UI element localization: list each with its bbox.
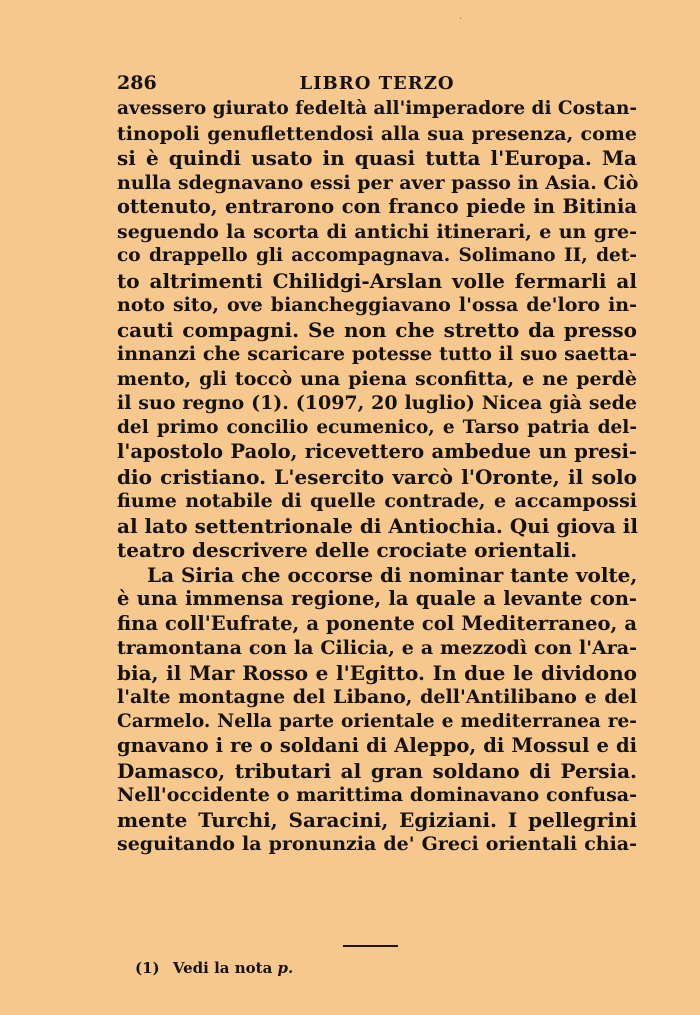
text-line: del primo concilio ecumenico, e Tarso patria del- <box>117 416 637 438</box>
footnote <box>135 958 293 978</box>
text-line: è una immensa regione, la quale a levante con- <box>117 587 637 610</box>
text-line: l'alte montagne del Libano, dell'Antilibano e del <box>117 686 637 708</box>
footnote-text: Vedi la nota <box>172 959 273 977</box>
text-line: Carmelo. Nella parte orientale e mediterranea re- <box>117 710 637 732</box>
text-line: mento, gli toccò una piena sconfitta, e ne perdè <box>117 367 637 390</box>
running-head: LIBRO TERZO <box>299 73 455 94</box>
text-line: cauti compagni. Se non che stretto da presso <box>117 317 637 342</box>
text-line: co drappello gli accompagnava. Solimano II, det- <box>117 245 637 266</box>
text-line: al lato settentrionale di Antiochia. Qui giova il <box>117 513 639 538</box>
text-line: nulla sdegnavano essi per aver passo in Asia. Ciò <box>117 171 639 194</box>
body-text <box>117 97 637 857</box>
text-line: l'apostolo Paolo, ricevettero ambedue un presi- <box>117 440 637 463</box>
footnote-marker: (1) <box>135 959 160 977</box>
text-line: Nell'occidente o marittima dominavano confusa- <box>117 784 637 806</box>
text-line: bia, il Mar Rosso e l'Egitto. In due le dividono <box>117 660 637 685</box>
text-line: noto sito, ove biancheggiavano l'ossa de'loro in- <box>117 294 637 316</box>
text-line: si è quindi usato in quasi tutta l'Europa. Ma <box>117 146 637 170</box>
footnote-rule <box>343 945 398 947</box>
text-line: fina coll'Eufrate, a ponente col Mediterraneo, a <box>117 611 637 635</box>
text-line: seguitando la pronunzia de' Greci orientali chia- <box>117 833 637 855</box>
text-line: ottenuto, entrarono con franco piede in Bitinia <box>117 195 637 218</box>
text-line-paragraph-start: La Siria che occorse di nominar tante volte, <box>147 562 638 587</box>
text-line-paragraph-end: teatro descrivere delle crociate orientali. <box>117 538 578 562</box>
text-line: tramontana con la Cilicia, e a mezzodì con l'Ara- <box>117 637 637 659</box>
text-line: il suo regno (1). (1097, 20 luglio) Nicea già sede <box>117 392 637 414</box>
paper-speck: · <box>459 14 463 25</box>
text-line: mente Turchi, Saracini, Egiziani. I pellegrini <box>117 807 637 832</box>
text-line: dio cristiano. L'esercito varcò l'Oronte, il solo <box>117 464 637 489</box>
text-line: Damasco, tributari al gran soldano di Persia. <box>117 758 637 783</box>
text-line: seguendo la scorta di antichi itinerari, e un gre- <box>117 220 637 243</box>
text-line: to altrimenti Chilidgi-Arslan volle fermarli al <box>117 268 637 293</box>
page-number: 286 <box>117 72 157 94</box>
text-line: fiume notabile di quelle contrade, e accampossi <box>117 490 637 512</box>
text-line: gnavano i re o soldani di Aleppo, di Mossul e di <box>117 734 637 757</box>
text-line: tinopoli genuflettendosi alla sua presenza, come <box>117 122 637 145</box>
footnote-page-ref: p. <box>277 959 294 977</box>
text-line: avessero giurato fedeltà all'imperadore di Costan- <box>117 98 638 119</box>
text-line: innanzi che scaricare potesse tutto il suo saetta- <box>117 343 637 365</box>
page-header <box>117 72 637 100</box>
